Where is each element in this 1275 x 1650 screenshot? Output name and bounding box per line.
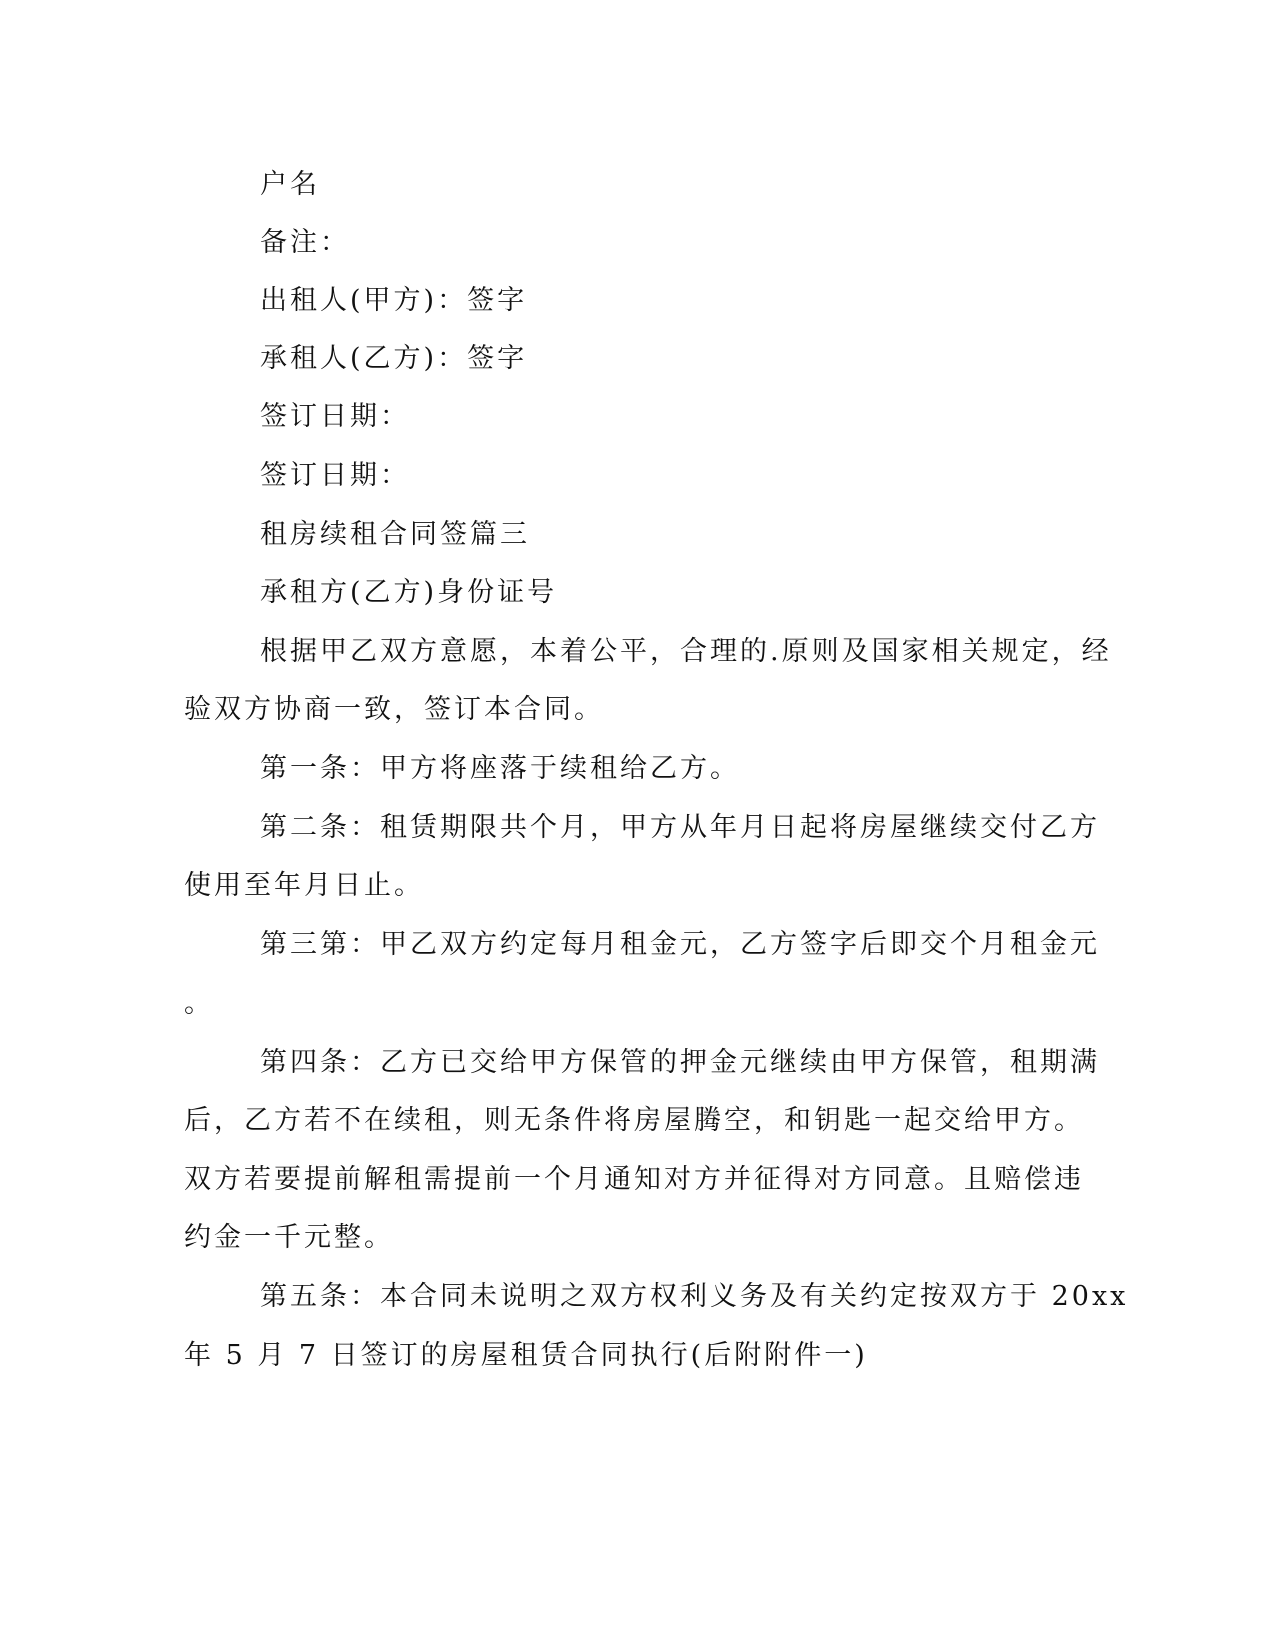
article-2-line-1: 第二条：租赁期限共个月，甲方从年月日起将房屋继续交付乙方 [260,812,1100,843]
article-4-line-1: 第四条：乙方已交给甲方保管的押金元继续由甲方保管，租期满 [260,1047,1100,1078]
article-5-line-1: 第五条：本合同未说明之双方权利义务及有关约定按双方于 20xx [260,1281,1129,1312]
signing-date-line-2: 签订日期： [260,460,410,491]
lessee-id-line: 承租方(乙方)身份证号 [260,577,558,608]
article-4-line-2: 后，乙方若不在续租，则无条件将房屋腾空，和钥匙一起交给甲方。 [184,1105,1084,1136]
article-4-line-4: 约金一千元整。 [184,1222,394,1253]
signing-date-line-1: 签订日期： [260,401,410,432]
preamble-line-2: 验双方协商一致，签订本合同。 [184,694,604,725]
article-4-line-3: 双方若要提前解租需提前一个月通知对方并征得对方同意。且赔偿违 [184,1164,1084,1195]
article-1-line: 第一条：甲方将座落于续租给乙方。 [260,753,740,784]
article-2-line-2: 使用至年月日止。 [184,870,424,901]
article-3-line-1: 第三第：甲乙双方约定每月租金元，乙方签字后即交个月租金元 [260,929,1100,960]
lessor-signature-line: 出租人(甲方)：签字 [260,285,528,316]
lessee-signature-line: 承租人(乙方)：签字 [260,343,528,374]
article-5-line-2: 年 5 月 7 日签订的房屋租赁合同执行(后附附件一) [184,1340,868,1371]
remarks-line: 备注： [260,227,350,258]
article-3-line-2: 。 [184,988,214,1019]
preamble-line-1: 根据甲乙双方意愿，本着公平，合理的.原则及国家相关规定，经 [260,636,1112,667]
account-name-line: 户名 [260,169,320,200]
section-title: 租房续租合同签篇三 [260,519,530,550]
